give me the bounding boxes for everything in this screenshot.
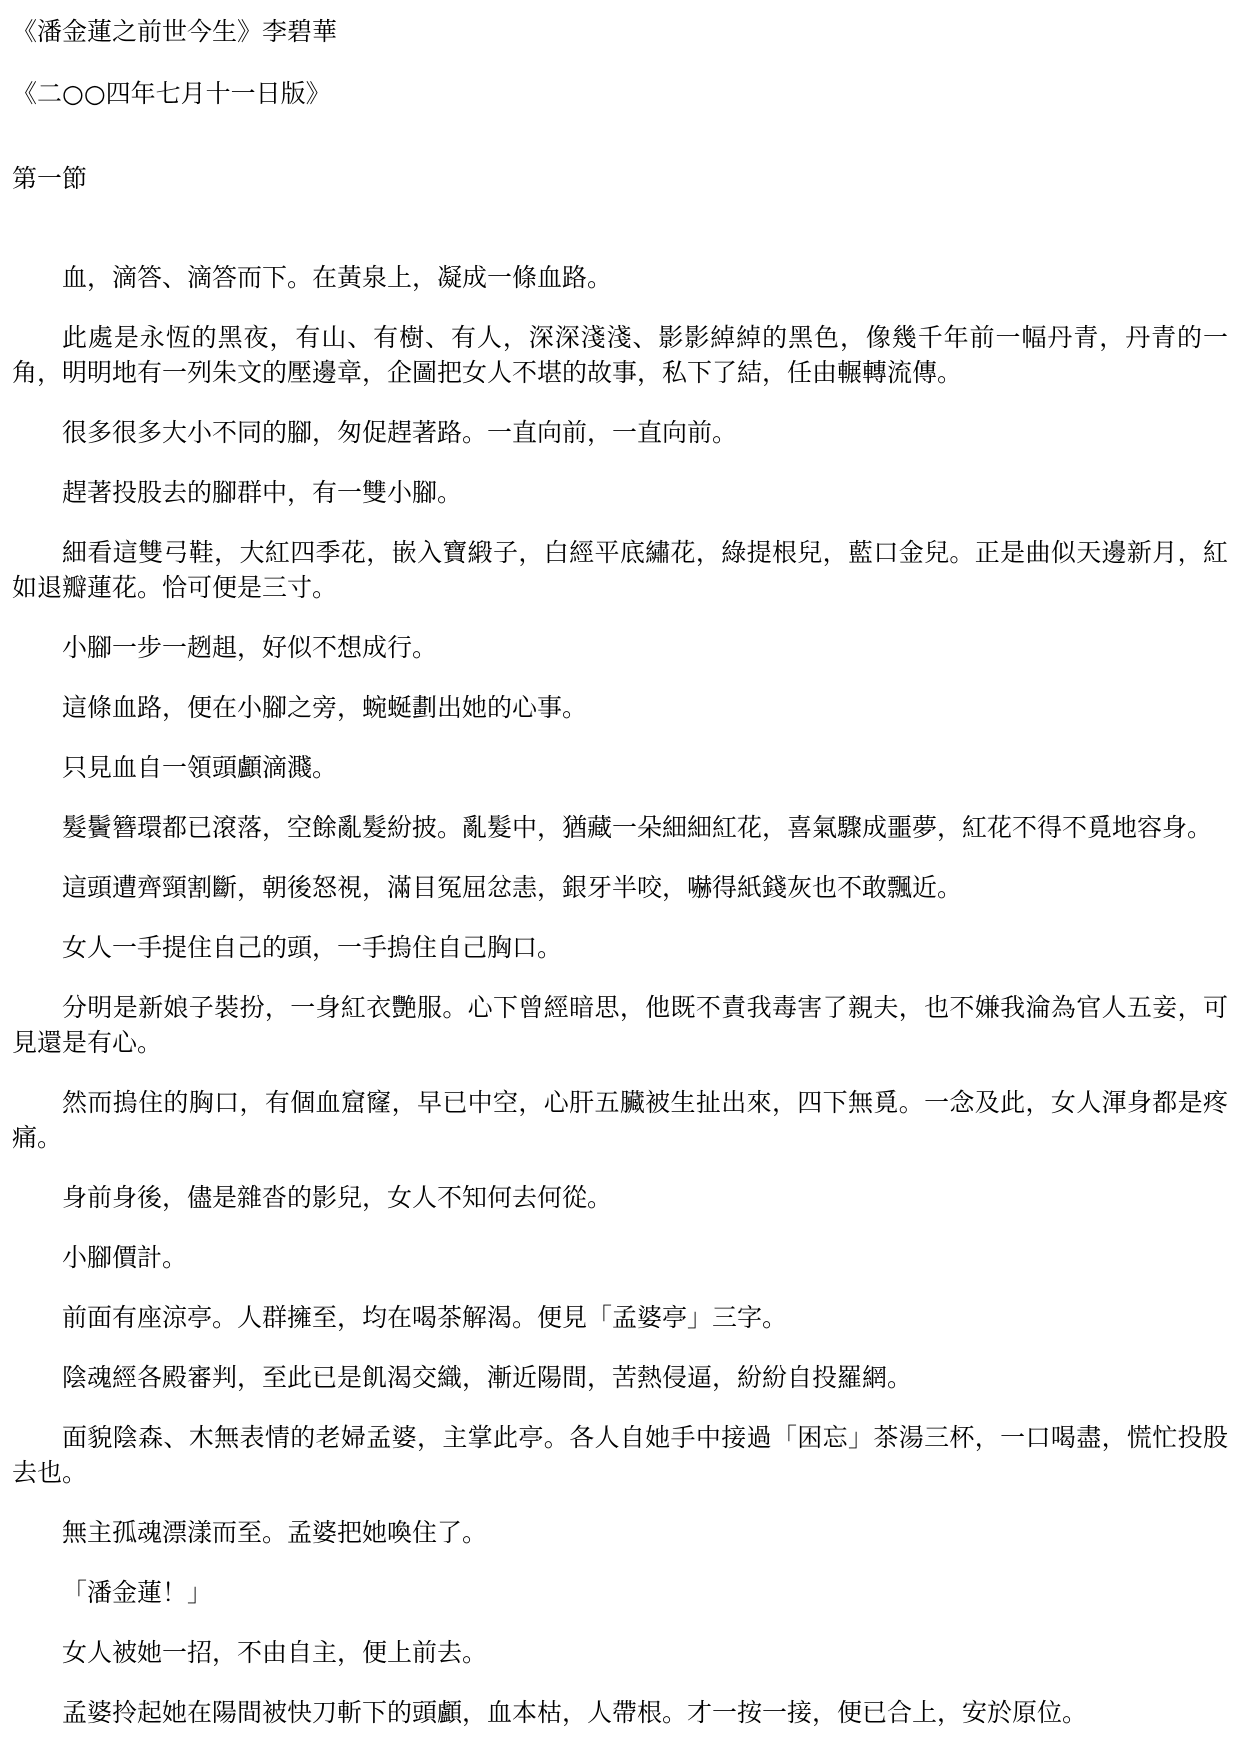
paragraph: 女人一手提住自己的頭，一手摀住自己胸口。: [62, 933, 563, 962]
paragraph: 陰魂經各殿審判，至此已是飢渴交織，漸近陽間，苦熱侵逼，紛紛自投羅網。: [62, 1363, 913, 1392]
paragraph: 分明是新娘子裝扮，一身紅衣艷服。心下曾經暗思，他既不責我毒害了親夫，也不嫌我淪為官人五妾，可見還是有心。: [12, 993, 1228, 1057]
paragraph: 面貌陰森、木無表情的老婦孟婆，主掌此亭。各人自她手中接過「困忘」茶湯三杯，一口喝盡，慌忙投股去也。: [12, 1423, 1228, 1487]
paragraph: 然而摀住的胸口，有個血窟窿，早已中空，心肝五臟被生扯出來，四下無覓。一念及此，女人渾身都是疼痛。: [12, 1088, 1228, 1152]
paragraph: 身前身後，儘是雜沓的影兒，女人不知何去何從。: [62, 1183, 613, 1212]
paragraph: 「潘金蓮！」: [62, 1578, 213, 1607]
paragraph: 這條血路，便在小腳之旁，蜿蜒劃出她的心事。: [62, 693, 588, 722]
paragraph: 很多很多大小不同的腳，匆促趕著路。一直向前，一直向前。: [62, 418, 738, 447]
paragraph: 無主孤魂漂漾而至。孟婆把她喚住了。: [62, 1518, 488, 1547]
section-title: 第一節: [12, 164, 88, 193]
paragraph: 血，滴答、滴答而下。在黃泉上，凝成一條血路。: [62, 263, 613, 292]
paragraph: 小腳一步一趔趄，好似不想成行。: [62, 633, 438, 662]
paragraph: 這頭遭齊頸割斷，朝後怒視，滿目冤屈忿恚，銀牙半咬，嚇得紙錢灰也不敢飄近。: [62, 873, 963, 902]
paragraph: 髮鬢簪環都已滾落，空餘亂髮紛披。亂髮中，猶藏一朵細細紅花，喜氣驟成噩夢，紅花不得不覓地容身。: [62, 813, 1213, 842]
paragraph: 趕著投股去的腳群中，有一雙小腳。: [62, 478, 463, 507]
document-title-line: 《潘金蓮之前世今生》李碧華: [12, 17, 338, 46]
paragraph: 小腳價計。: [62, 1243, 188, 1272]
paragraph: 細看這雙弓鞋，大紅四季花，嵌入寶緞子，白經平底繡花，綠提根兒，藍口金兒。正是曲似天邊新月，紅如退瓣蓮花。恰可便是三寸。: [12, 538, 1228, 602]
paragraph: 此處是永恆的黑夜，有山、有樹、有人，深深淺淺、影影綽綽的黑色，像幾千年前一幅丹青，丹青的一角，明明地有一列朱文的壓邊章，企圖把女人不堪的故事，私下了結，任由輾轉流傳。: [12, 323, 1228, 387]
paragraph: 前面有座涼亭。人群擁至，均在喝茶解渴。便見「孟婆亭」三字。: [62, 1303, 788, 1332]
document-version-line: 《二○○四年七月十一日版》: [12, 79, 331, 108]
paragraph: 只見血自一領頭顱滴濺。: [62, 753, 338, 782]
paragraph: 女人被她一招，不由自主，便上前去。: [62, 1638, 488, 1667]
paragraph: 孟婆拎起她在陽間被快刀斬下的頭顱，血本枯，人帶根。才一按一接，便已合上，安於原位。: [62, 1698, 1088, 1727]
